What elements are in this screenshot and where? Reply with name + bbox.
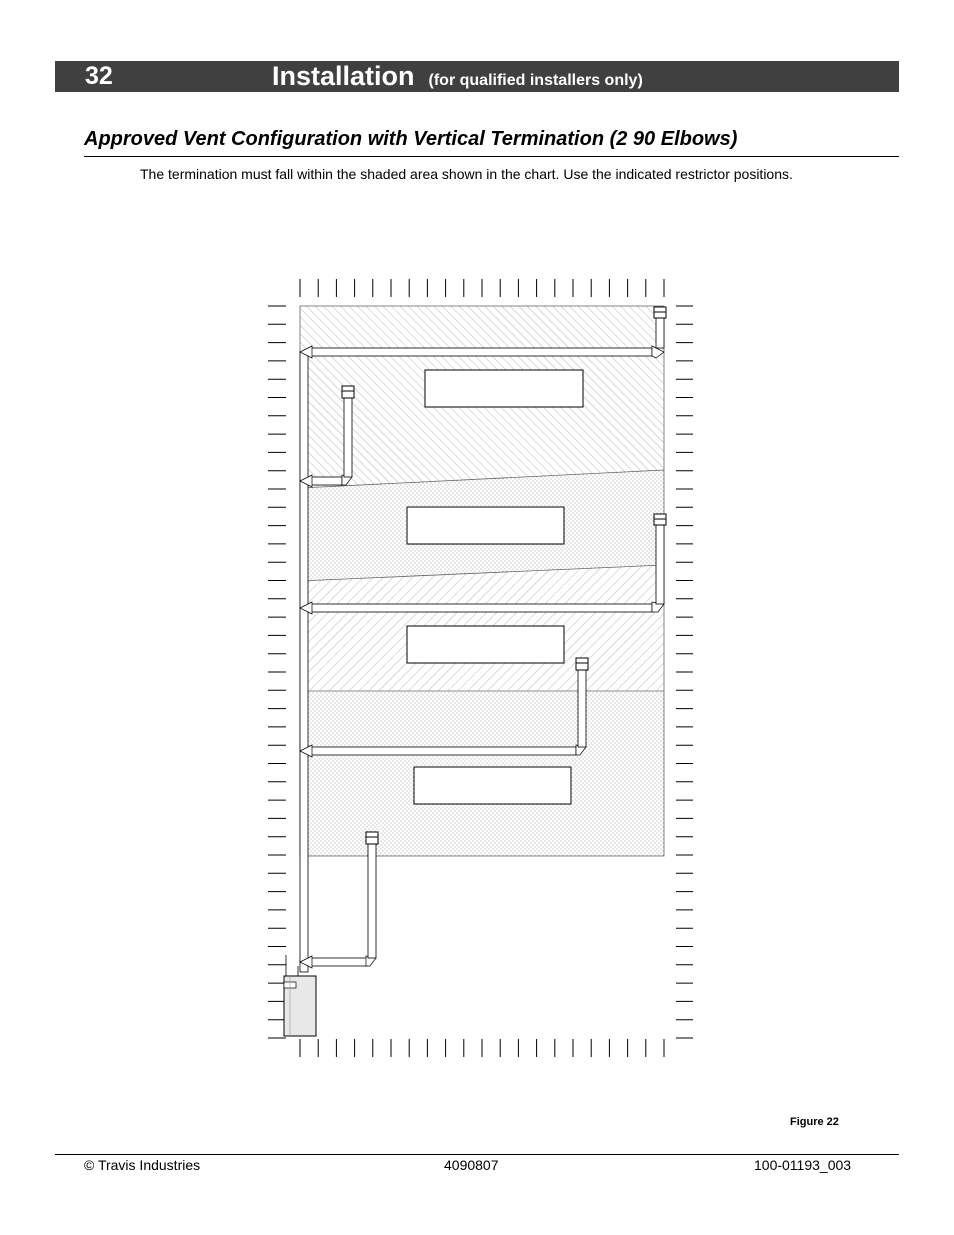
section-title: Approved Vent Configuration with Vertical Termination (2 90 Elbows): [84, 128, 738, 150]
tick-marks-bottom: [300, 1039, 664, 1057]
tick-marks-right: [676, 306, 693, 1038]
footer-copyright: © Travis Industries: [84, 1157, 201, 1173]
region-label-box-3: [407, 626, 564, 663]
footer-doc-number: 4090807: [444, 1157, 499, 1173]
intro-paragraph: The termination must fall within the shaded area shown in the chart. Use the indicated restrictor positions.: [140, 166, 793, 182]
tick-marks-left: [268, 306, 286, 1038]
page-number: 32: [85, 62, 113, 90]
footer-part-number: 100-01193_003: [754, 1157, 852, 1173]
figure-label: Figure 22: [790, 1116, 839, 1128]
vent-riser-pipe: [300, 352, 308, 972]
region-label-box-4: [414, 767, 571, 804]
header-title-text: Installation: [272, 61, 415, 91]
header-subtitle: (for qualified installers only): [428, 72, 643, 89]
region-label-box-2: [407, 507, 564, 544]
tick-marks-top: [300, 279, 664, 297]
footer-divider: [55, 1154, 899, 1155]
region-label-box-1: [425, 370, 583, 407]
